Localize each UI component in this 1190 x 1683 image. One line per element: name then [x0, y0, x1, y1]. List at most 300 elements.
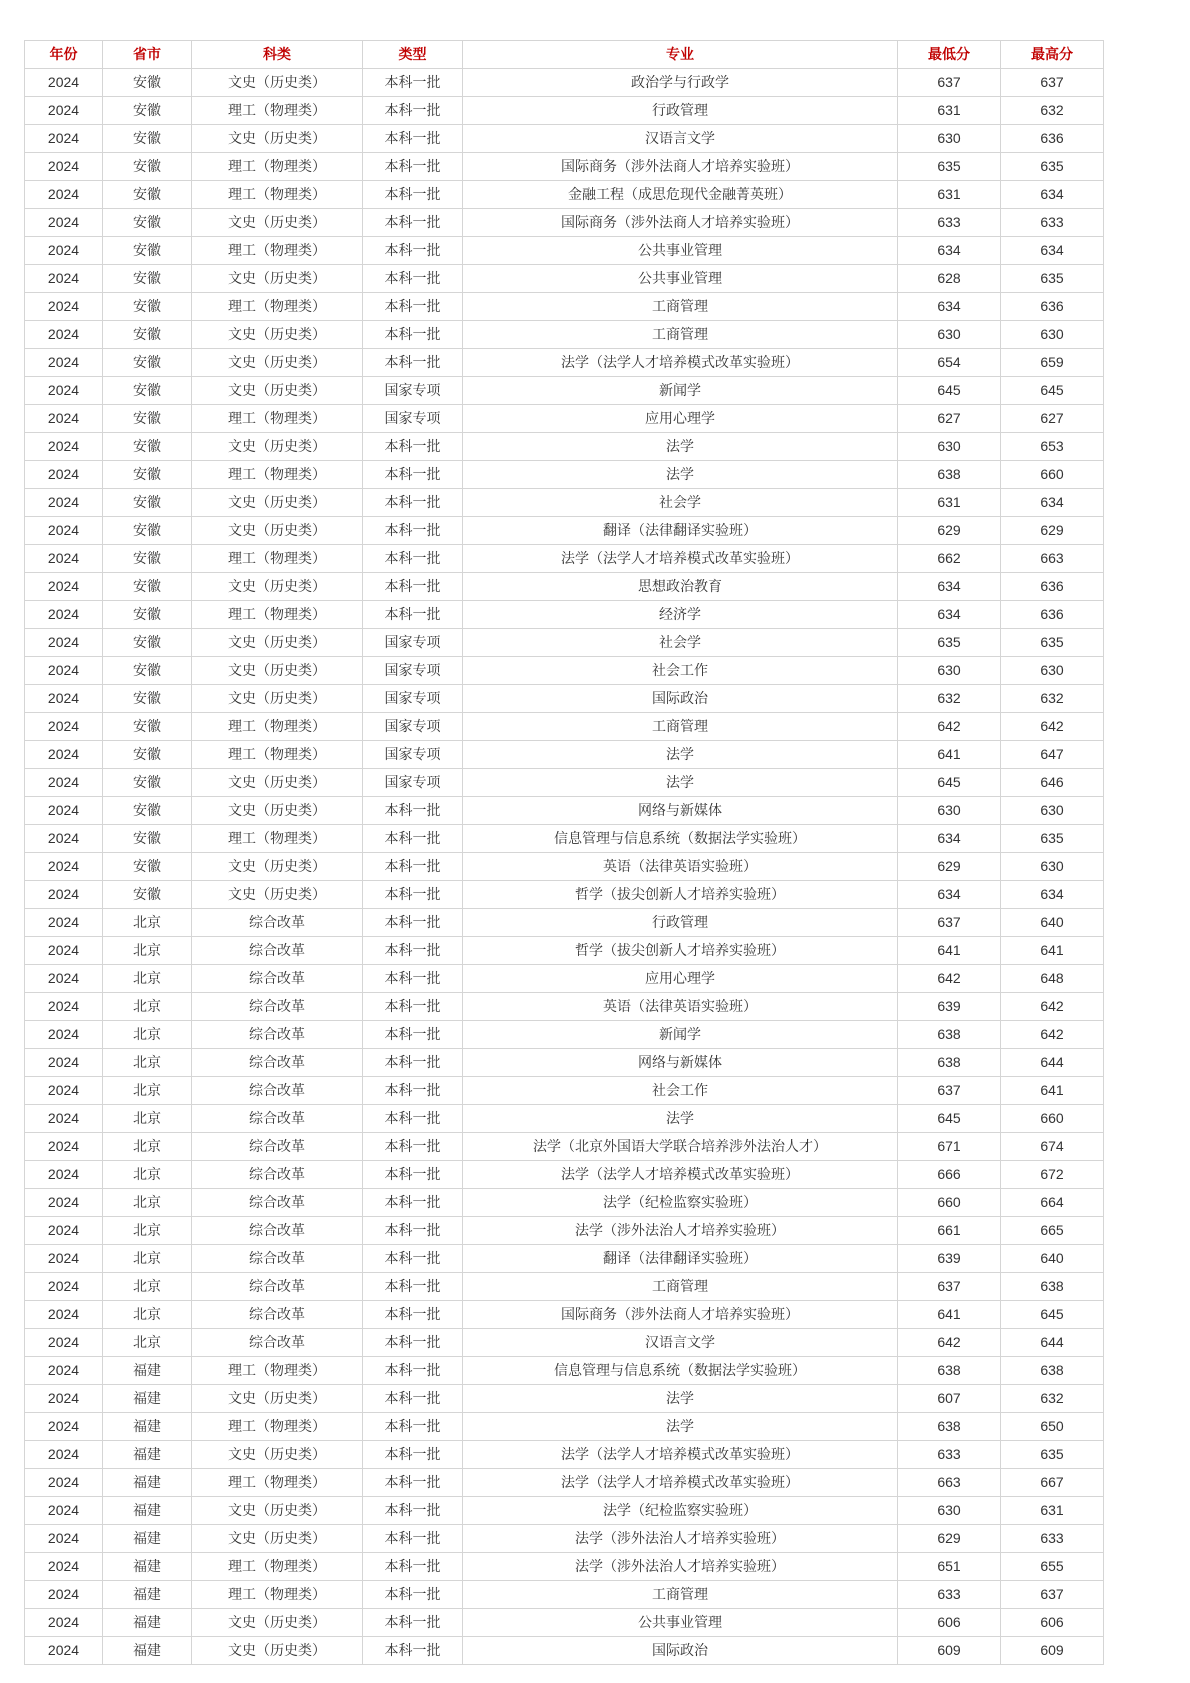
cell-subject-category: 综合改革 [192, 1189, 363, 1217]
cell-province: 福建 [103, 1357, 192, 1385]
table-row [25, 1525, 1104, 1553]
cell-type: 本科一批 [363, 881, 463, 909]
table-row [25, 769, 1104, 797]
cell-min-score: 633 [898, 1441, 1001, 1469]
table-row [25, 1581, 1104, 1609]
cell-year: 2024 [25, 1217, 103, 1245]
cell-type: 国家专项 [363, 769, 463, 797]
cell-max-score: 659 [1001, 349, 1104, 377]
table-row [25, 489, 1104, 517]
cell-major: 国际商务（涉外法商人才培养实验班） [463, 1301, 898, 1329]
table-row [25, 1301, 1104, 1329]
cell-subject-category: 综合改革 [192, 1273, 363, 1301]
cell-max-score: 653 [1001, 433, 1104, 461]
table-row [25, 1413, 1104, 1441]
cell-major: 国际政治 [463, 1637, 898, 1665]
cell-subject-category: 综合改革 [192, 1133, 363, 1161]
cell-min-score: 642 [898, 713, 1001, 741]
table-row [25, 797, 1104, 825]
cell-province: 福建 [103, 1469, 192, 1497]
cell-subject-category: 文史（历史类） [192, 517, 363, 545]
cell-subject-category: 综合改革 [192, 1245, 363, 1273]
cell-major: 法学（法学人才培养模式改革实验班） [463, 1161, 898, 1189]
cell-max-score: 630 [1001, 321, 1104, 349]
cell-max-score: 636 [1001, 125, 1104, 153]
cell-subject-category: 综合改革 [192, 1329, 363, 1357]
cell-major: 法学 [463, 1105, 898, 1133]
cell-subject-category: 文史（历史类） [192, 209, 363, 237]
table-row [25, 517, 1104, 545]
cell-province: 安徽 [103, 601, 192, 629]
cell-subject-category: 综合改革 [192, 1105, 363, 1133]
table-row [25, 1497, 1104, 1525]
cell-min-score: 631 [898, 181, 1001, 209]
cell-subject-category: 理工（物理类） [192, 97, 363, 125]
cell-max-score: 635 [1001, 825, 1104, 853]
cell-year: 2024 [25, 601, 103, 629]
cell-province: 安徽 [103, 573, 192, 601]
cell-province: 安徽 [103, 713, 192, 741]
cell-province: 安徽 [103, 237, 192, 265]
cell-province: 安徽 [103, 545, 192, 573]
cell-type: 本科一批 [363, 937, 463, 965]
cell-type: 国家专项 [363, 741, 463, 769]
cell-min-score: 638 [898, 1357, 1001, 1385]
cell-province: 福建 [103, 1525, 192, 1553]
cell-subject-category: 理工（物理类） [192, 545, 363, 573]
cell-major: 法学 [463, 769, 898, 797]
table-row [25, 1329, 1104, 1357]
cell-subject-category: 文史（历史类） [192, 69, 363, 97]
cell-province: 安徽 [103, 853, 192, 881]
cell-max-score: 636 [1001, 573, 1104, 601]
cell-major: 翻译（法律翻译实验班） [463, 517, 898, 545]
cell-province: 北京 [103, 1161, 192, 1189]
table-row [25, 1609, 1104, 1637]
cell-subject-category: 理工（物理类） [192, 461, 363, 489]
cell-subject-category: 综合改革 [192, 1049, 363, 1077]
cell-min-score: 627 [898, 405, 1001, 433]
cell-min-score: 634 [898, 825, 1001, 853]
cell-major: 社会学 [463, 489, 898, 517]
table-row [25, 1217, 1104, 1245]
cell-min-score: 637 [898, 69, 1001, 97]
cell-type: 本科一批 [363, 573, 463, 601]
cell-type: 本科一批 [363, 1301, 463, 1329]
cell-major: 法学 [463, 433, 898, 461]
cell-year: 2024 [25, 433, 103, 461]
column-header-year: 年份 [25, 41, 103, 69]
cell-type: 本科一批 [363, 97, 463, 125]
cell-subject-category: 理工（物理类） [192, 153, 363, 181]
cell-type: 本科一批 [363, 797, 463, 825]
cell-min-score: 645 [898, 1105, 1001, 1133]
cell-province: 福建 [103, 1497, 192, 1525]
cell-min-score: 642 [898, 965, 1001, 993]
cell-max-score: 674 [1001, 1133, 1104, 1161]
cell-year: 2024 [25, 573, 103, 601]
cell-year: 2024 [25, 293, 103, 321]
cell-year: 2024 [25, 1553, 103, 1581]
cell-type: 本科一批 [363, 1161, 463, 1189]
cell-year: 2024 [25, 405, 103, 433]
cell-province: 安徽 [103, 69, 192, 97]
cell-subject-category: 理工（物理类） [192, 741, 363, 769]
cell-year: 2024 [25, 1105, 103, 1133]
table-row [25, 741, 1104, 769]
cell-type: 本科一批 [363, 489, 463, 517]
cell-province: 安徽 [103, 489, 192, 517]
cell-max-score: 665 [1001, 1217, 1104, 1245]
cell-subject-category: 理工（物理类） [192, 1469, 363, 1497]
cell-year: 2024 [25, 1385, 103, 1413]
cell-major: 社会工作 [463, 1077, 898, 1105]
cell-year: 2024 [25, 713, 103, 741]
cell-province: 北京 [103, 1189, 192, 1217]
cell-type: 本科一批 [363, 1609, 463, 1637]
cell-major: 法学 [463, 1413, 898, 1441]
cell-type: 本科一批 [363, 1441, 463, 1469]
cell-min-score: 641 [898, 741, 1001, 769]
cell-min-score: 628 [898, 265, 1001, 293]
cell-province: 福建 [103, 1553, 192, 1581]
cell-max-score: 635 [1001, 629, 1104, 657]
cell-min-score: 634 [898, 237, 1001, 265]
table-row [25, 377, 1104, 405]
cell-type: 本科一批 [363, 1049, 463, 1077]
cell-province: 福建 [103, 1441, 192, 1469]
cell-max-score: 635 [1001, 265, 1104, 293]
table-row [25, 1133, 1104, 1161]
cell-year: 2024 [25, 657, 103, 685]
cell-province: 北京 [103, 1301, 192, 1329]
cell-major: 汉语言文学 [463, 1329, 898, 1357]
cell-subject-category: 文史（历史类） [192, 433, 363, 461]
table-row [25, 1161, 1104, 1189]
cell-max-score: 647 [1001, 741, 1104, 769]
cell-major: 工商管理 [463, 1273, 898, 1301]
cell-year: 2024 [25, 937, 103, 965]
cell-min-score: 629 [898, 1525, 1001, 1553]
cell-max-score: 629 [1001, 517, 1104, 545]
cell-max-score: 634 [1001, 881, 1104, 909]
cell-year: 2024 [25, 377, 103, 405]
cell-min-score: 662 [898, 545, 1001, 573]
cell-min-score: 630 [898, 433, 1001, 461]
cell-subject-category: 理工（物理类） [192, 237, 363, 265]
cell-min-score: 641 [898, 1301, 1001, 1329]
cell-major: 法学（涉外法治人才培养实验班） [463, 1217, 898, 1245]
column-header-subject-category: 科类 [192, 41, 363, 69]
cell-province: 安徽 [103, 629, 192, 657]
cell-major: 英语（法律英语实验班） [463, 993, 898, 1021]
cell-subject-category: 文史（历史类） [192, 1637, 363, 1665]
cell-max-score: 632 [1001, 97, 1104, 125]
cell-major: 经济学 [463, 601, 898, 629]
cell-min-score: 631 [898, 489, 1001, 517]
cell-max-score: 642 [1001, 993, 1104, 1021]
cell-max-score: 633 [1001, 209, 1104, 237]
cell-province: 安徽 [103, 181, 192, 209]
cell-min-score: 635 [898, 153, 1001, 181]
cell-province: 安徽 [103, 517, 192, 545]
cell-min-score: 651 [898, 1553, 1001, 1581]
cell-year: 2024 [25, 909, 103, 937]
cell-major: 行政管理 [463, 97, 898, 125]
cell-year: 2024 [25, 489, 103, 517]
cell-max-score: 635 [1001, 153, 1104, 181]
cell-type: 本科一批 [363, 1469, 463, 1497]
cell-major: 法学（北京外国语大学联合培养涉外法治人才） [463, 1133, 898, 1161]
cell-type: 本科一批 [363, 545, 463, 573]
cell-subject-category: 理工（物理类） [192, 601, 363, 629]
cell-max-score: 606 [1001, 1609, 1104, 1637]
cell-major: 法学 [463, 741, 898, 769]
cell-type: 国家专项 [363, 629, 463, 657]
cell-min-score: 630 [898, 321, 1001, 349]
table-row [25, 1189, 1104, 1217]
table-row [25, 1077, 1104, 1105]
cell-province: 安徽 [103, 797, 192, 825]
cell-max-score: 630 [1001, 657, 1104, 685]
cell-min-score: 645 [898, 377, 1001, 405]
cell-min-score: 666 [898, 1161, 1001, 1189]
cell-year: 2024 [25, 125, 103, 153]
cell-min-score: 638 [898, 1021, 1001, 1049]
column-header-major: 专业 [463, 41, 898, 69]
cell-year: 2024 [25, 265, 103, 293]
table-row [25, 825, 1104, 853]
cell-subject-category: 综合改革 [192, 909, 363, 937]
cell-year: 2024 [25, 517, 103, 545]
cell-year: 2024 [25, 1357, 103, 1385]
cell-subject-category: 文史（历史类） [192, 685, 363, 713]
table-row [25, 573, 1104, 601]
cell-max-score: 672 [1001, 1161, 1104, 1189]
cell-type: 本科一批 [363, 1413, 463, 1441]
cell-year: 2024 [25, 1525, 103, 1553]
cell-major: 法学（法学人才培养模式改革实验班） [463, 545, 898, 573]
cell-min-score: 638 [898, 461, 1001, 489]
cell-max-score: 664 [1001, 1189, 1104, 1217]
cell-min-score: 609 [898, 1637, 1001, 1665]
table-row [25, 909, 1104, 937]
cell-major: 英语（法律英语实验班） [463, 853, 898, 881]
cell-min-score: 634 [898, 601, 1001, 629]
cell-province: 北京 [103, 1049, 192, 1077]
table-body [25, 69, 1104, 1665]
cell-min-score: 671 [898, 1133, 1001, 1161]
cell-year: 2024 [25, 321, 103, 349]
cell-min-score: 642 [898, 1329, 1001, 1357]
table-row [25, 881, 1104, 909]
cell-year: 2024 [25, 685, 103, 713]
cell-major: 政治学与行政学 [463, 69, 898, 97]
cell-max-score: 644 [1001, 1049, 1104, 1077]
cell-subject-category: 综合改革 [192, 1301, 363, 1329]
cell-max-score: 635 [1001, 1441, 1104, 1469]
cell-max-score: 646 [1001, 769, 1104, 797]
cell-type: 本科一批 [363, 1581, 463, 1609]
cell-province: 安徽 [103, 125, 192, 153]
cell-min-score: 606 [898, 1609, 1001, 1637]
cell-max-score: 634 [1001, 237, 1104, 265]
cell-year: 2024 [25, 1133, 103, 1161]
cell-type: 本科一批 [363, 1021, 463, 1049]
cell-subject-category: 文史（历史类） [192, 321, 363, 349]
cell-min-score: 641 [898, 937, 1001, 965]
cell-year: 2024 [25, 349, 103, 377]
cell-max-score: 609 [1001, 1637, 1104, 1665]
cell-year: 2024 [25, 1161, 103, 1189]
cell-subject-category: 文史（历史类） [192, 1385, 363, 1413]
cell-province: 安徽 [103, 153, 192, 181]
cell-subject-category: 文史（历史类） [192, 265, 363, 293]
cell-type: 本科一批 [363, 125, 463, 153]
table-row [25, 853, 1104, 881]
cell-province: 安徽 [103, 881, 192, 909]
cell-min-score: 630 [898, 657, 1001, 685]
cell-major: 新闻学 [463, 1021, 898, 1049]
cell-subject-category: 综合改革 [192, 1021, 363, 1049]
cell-major: 网络与新媒体 [463, 1049, 898, 1077]
cell-major: 工商管理 [463, 321, 898, 349]
cell-max-score: 637 [1001, 1581, 1104, 1609]
cell-min-score: 633 [898, 209, 1001, 237]
table-row [25, 713, 1104, 741]
cell-major: 工商管理 [463, 293, 898, 321]
cell-max-score: 642 [1001, 713, 1104, 741]
table-row [25, 265, 1104, 293]
cell-min-score: 654 [898, 349, 1001, 377]
cell-max-score: 638 [1001, 1357, 1104, 1385]
cell-type: 国家专项 [363, 685, 463, 713]
cell-subject-category: 文史（历史类） [192, 629, 363, 657]
cell-min-score: 631 [898, 97, 1001, 125]
cell-subject-category: 理工（物理类） [192, 1553, 363, 1581]
cell-min-score: 661 [898, 1217, 1001, 1245]
cell-type: 本科一批 [363, 965, 463, 993]
cell-major: 法学（法学人才培养模式改革实验班） [463, 1441, 898, 1469]
cell-type: 国家专项 [363, 713, 463, 741]
cell-subject-category: 综合改革 [192, 1161, 363, 1189]
cell-subject-category: 文史（历史类） [192, 125, 363, 153]
cell-type: 本科一批 [363, 265, 463, 293]
table-row [25, 1385, 1104, 1413]
cell-major: 社会学 [463, 629, 898, 657]
cell-max-score: 655 [1001, 1553, 1104, 1581]
cell-max-score: 648 [1001, 965, 1104, 993]
cell-type: 本科一批 [363, 237, 463, 265]
cell-province: 安徽 [103, 433, 192, 461]
cell-type: 本科一批 [363, 1385, 463, 1413]
table-row [25, 685, 1104, 713]
cell-year: 2024 [25, 209, 103, 237]
cell-year: 2024 [25, 1021, 103, 1049]
cell-major: 公共事业管理 [463, 265, 898, 293]
table-row [25, 993, 1104, 1021]
cell-max-score: 644 [1001, 1329, 1104, 1357]
cell-subject-category: 文史（历史类） [192, 853, 363, 881]
cell-major: 汉语言文学 [463, 125, 898, 153]
cell-province: 安徽 [103, 349, 192, 377]
cell-province: 福建 [103, 1385, 192, 1413]
cell-max-score: 637 [1001, 69, 1104, 97]
cell-year: 2024 [25, 1245, 103, 1273]
cell-year: 2024 [25, 1441, 103, 1469]
cell-major: 思想政治教育 [463, 573, 898, 601]
table-row [25, 181, 1104, 209]
table-row [25, 125, 1104, 153]
cell-min-score: 638 [898, 1413, 1001, 1441]
cell-max-score: 640 [1001, 909, 1104, 937]
cell-province: 北京 [103, 1105, 192, 1133]
cell-year: 2024 [25, 1413, 103, 1441]
table-row [25, 1245, 1104, 1273]
cell-subject-category: 文史（历史类） [192, 769, 363, 797]
column-header-province: 省市 [103, 41, 192, 69]
cell-subject-category: 文史（历史类） [192, 1441, 363, 1469]
cell-year: 2024 [25, 1189, 103, 1217]
cell-province: 安徽 [103, 293, 192, 321]
cell-year: 2024 [25, 1049, 103, 1077]
cell-min-score: 634 [898, 293, 1001, 321]
cell-max-score: 642 [1001, 1021, 1104, 1049]
cell-type: 本科一批 [363, 853, 463, 881]
cell-type: 本科一批 [363, 461, 463, 489]
cell-type: 本科一批 [363, 1525, 463, 1553]
cell-type: 本科一批 [363, 1553, 463, 1581]
cell-type: 本科一批 [363, 1329, 463, 1357]
cell-subject-category: 文史（历史类） [192, 1609, 363, 1637]
cell-max-score: 638 [1001, 1273, 1104, 1301]
table-row [25, 657, 1104, 685]
cell-max-score: 633 [1001, 1525, 1104, 1553]
table-row [25, 293, 1104, 321]
cell-min-score: 632 [898, 685, 1001, 713]
cell-year: 2024 [25, 1609, 103, 1637]
table-row [25, 965, 1104, 993]
cell-type: 国家专项 [363, 405, 463, 433]
cell-min-score: 633 [898, 1581, 1001, 1609]
cell-year: 2024 [25, 741, 103, 769]
column-header-min-score: 最低分 [898, 41, 1001, 69]
cell-min-score: 660 [898, 1189, 1001, 1217]
table-row [25, 1637, 1104, 1665]
cell-max-score: 630 [1001, 853, 1104, 881]
cell-max-score: 632 [1001, 685, 1104, 713]
cell-year: 2024 [25, 1273, 103, 1301]
cell-year: 2024 [25, 881, 103, 909]
cell-major: 工商管理 [463, 1581, 898, 1609]
cell-major: 国际商务（涉外法商人才培养实验班） [463, 209, 898, 237]
cell-type: 国家专项 [363, 377, 463, 405]
cell-min-score: 637 [898, 1077, 1001, 1105]
table-row [25, 433, 1104, 461]
cell-province: 北京 [103, 1217, 192, 1245]
cell-subject-category: 文史（历史类） [192, 881, 363, 909]
cell-year: 2024 [25, 629, 103, 657]
cell-min-score: 638 [898, 1049, 1001, 1077]
cell-province: 福建 [103, 1637, 192, 1665]
cell-province: 安徽 [103, 377, 192, 405]
cell-subject-category: 文史（历史类） [192, 377, 363, 405]
cell-year: 2024 [25, 153, 103, 181]
cell-province: 北京 [103, 909, 192, 937]
cell-year: 2024 [25, 97, 103, 125]
table-row [25, 209, 1104, 237]
cell-major: 金融工程（成思危现代金融菁英班） [463, 181, 898, 209]
